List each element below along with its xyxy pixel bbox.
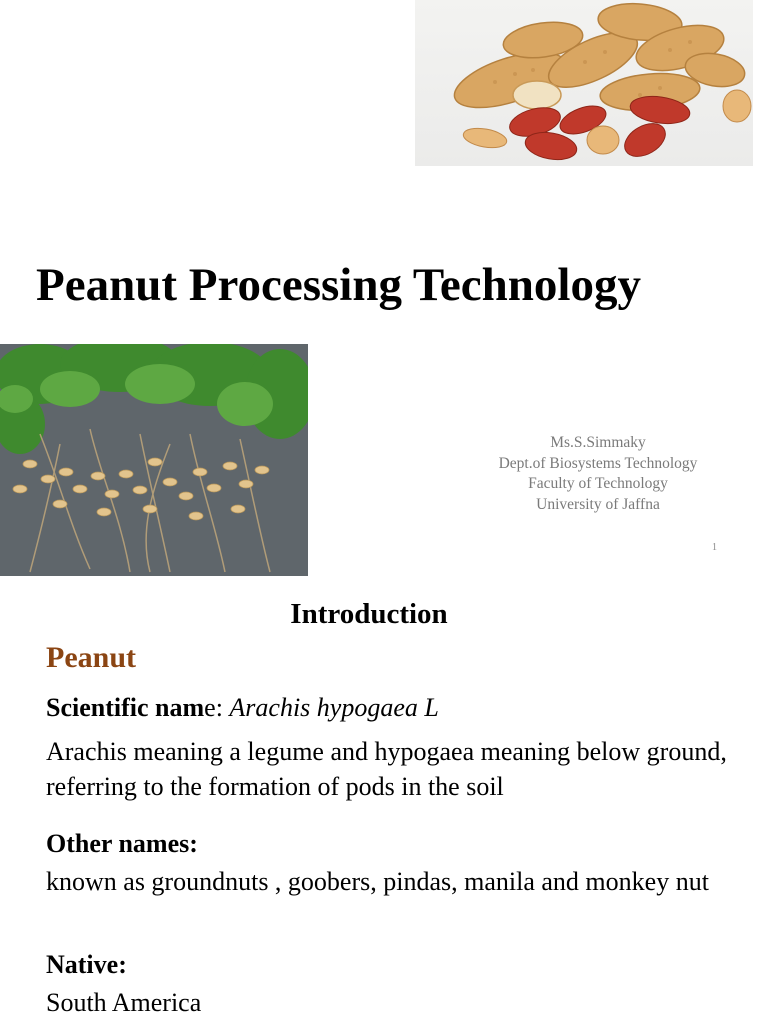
slide-title: Peanut Processing Technology xyxy=(36,259,641,312)
scientific-name-value: Arachis hypogaea L xyxy=(229,693,439,722)
native-label: Native: xyxy=(46,950,127,979)
author-name: Ms.S.Simmaky xyxy=(550,434,646,451)
author-faculty: Faculty of Technology xyxy=(528,475,668,492)
other-names-label: Other names: xyxy=(46,829,198,858)
native-text: South America xyxy=(46,988,202,1017)
slide-number: 1 xyxy=(712,542,717,553)
peanut-pods-illustration xyxy=(415,0,753,166)
author-info xyxy=(470,433,726,515)
peanut-plant-illustration xyxy=(0,344,308,576)
peanut-pods-photo xyxy=(415,0,753,166)
peanut-subheading: Peanut xyxy=(46,641,136,674)
author-university: University of Jaffna xyxy=(536,495,660,513)
author-department: Dept.of Biosystems Technology xyxy=(498,454,698,472)
name-meaning-text: Arachis meaning a legume and hypogaea meaning below ground, referring to the formation of pods in the soil xyxy=(46,737,727,801)
peanut-plant-photo xyxy=(0,344,308,576)
introduction-slide xyxy=(0,580,768,1024)
scientific-name-label-bold: Scientific nam xyxy=(46,693,205,722)
scientific-name-line xyxy=(46,692,439,724)
introduction-heading: Introduction xyxy=(290,598,448,630)
other-names-text: known as groundnuts , goobers, pindas, manila and monkey nut xyxy=(46,867,709,896)
scientific-name-label-rest: e: xyxy=(204,693,230,722)
